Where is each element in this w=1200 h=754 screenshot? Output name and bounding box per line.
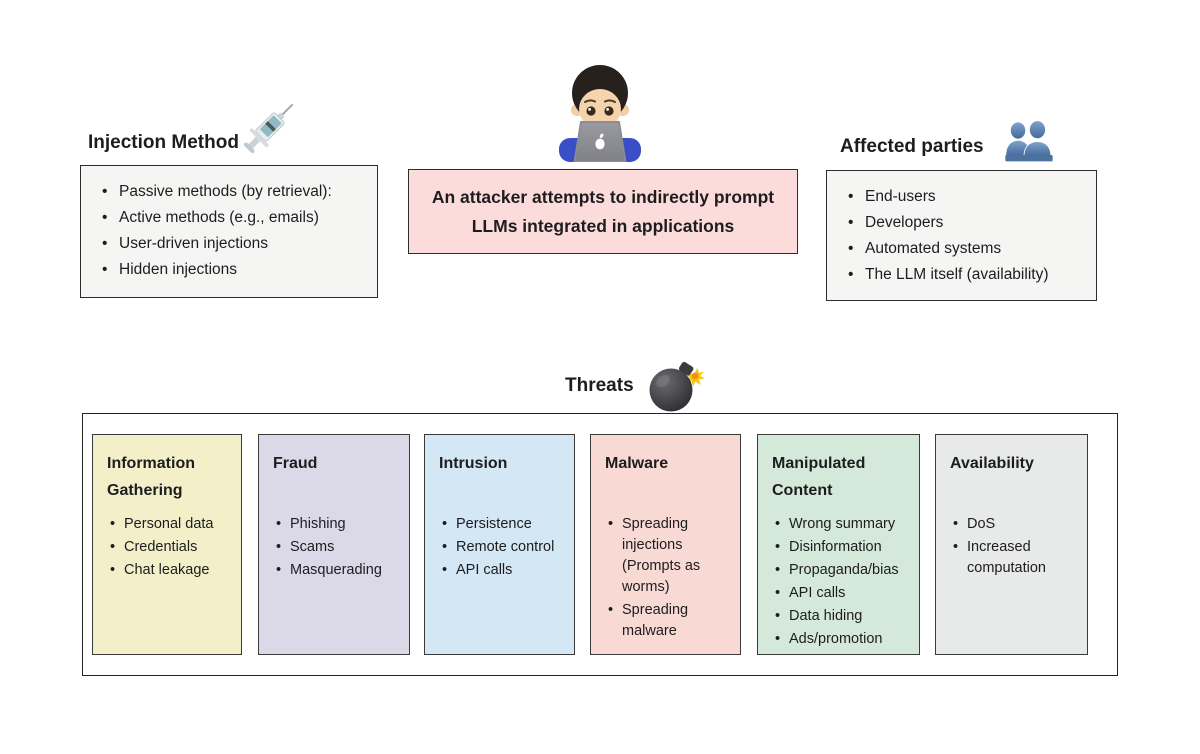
- threat-card-malware: [590, 434, 741, 655]
- threat-card-information-gathering: [92, 434, 242, 655]
- bullet-item: • Phishing: [273, 514, 397, 535]
- bullet-item: • Masquerading: [273, 560, 397, 581]
- card-list: [772, 514, 907, 650]
- card-list: [107, 514, 229, 581]
- syringe-icon: [236, 94, 304, 160]
- card-list: [273, 514, 397, 581]
- bullet-item: • API calls: [772, 583, 907, 604]
- bullet-item: • Propaganda/bias: [772, 560, 907, 581]
- card-title: Malware: [605, 455, 669, 472]
- bullet-item: • The LLM itself (availability): [847, 262, 1088, 288]
- bullet-item: • Chat leakage: [107, 560, 229, 581]
- card-title: Information Gathering: [107, 455, 195, 499]
- threat-card-availability: [935, 434, 1088, 655]
- bullet-item: • Hidden injections: [101, 257, 369, 283]
- bullet-item: • DoS: [950, 514, 1075, 535]
- threat-card-fraud: [258, 434, 410, 655]
- card-list: [950, 514, 1075, 579]
- card-title: Availability: [950, 455, 1034, 472]
- bullet-item: • Remote control: [439, 537, 562, 558]
- threats-title: Threats: [565, 375, 634, 396]
- bullet-item: • End-users: [847, 184, 1088, 210]
- card-title: Manipulated Content: [772, 455, 866, 499]
- bullet-item: • Credentials: [107, 537, 229, 558]
- busts-in-silhouette-icon: [1002, 119, 1056, 164]
- card-list: [605, 514, 728, 642]
- bullet-item: • User-driven injections: [101, 231, 369, 257]
- bullet-item: • Developers: [847, 210, 1088, 236]
- card-list: [439, 514, 562, 581]
- bullet-item: • Spreading malware: [605, 600, 728, 642]
- card-title: Fraud: [273, 455, 318, 472]
- bullet-item: • API calls: [439, 560, 562, 581]
- bullet-item: • Disinformation: [772, 537, 907, 558]
- card-title: Intrusion: [439, 455, 508, 472]
- bullet-item: • Scams: [273, 537, 397, 558]
- injection-method-list: [81, 166, 377, 283]
- bullet-item: • Spreading injections (Prompts as worms): [605, 514, 728, 598]
- bullet-item: • Persistence: [439, 514, 562, 535]
- bullet-item: • Ads/promotion: [772, 629, 907, 650]
- attacker-statement-line: An attacker attempts to indirectly prompt: [431, 186, 775, 207]
- threat-card-manipulated-content: [757, 434, 920, 655]
- attacker-statement-line: LLMs integrated in applications: [471, 215, 735, 236]
- bomb-icon: [645, 359, 705, 414]
- threat-card-intrusion: [424, 434, 575, 655]
- bullet-item: • Increased computation: [950, 537, 1075, 579]
- attacker-statement-box: [408, 169, 798, 254]
- man-technologist-icon: [546, 61, 654, 162]
- bullet-item: • Active methods (e.g., emails): [101, 205, 369, 231]
- affected-parties-title: Affected parties: [840, 136, 984, 157]
- affected-parties-list: [827, 171, 1096, 288]
- bullet-item: • Automated systems: [847, 236, 1088, 262]
- bullet-item: • Wrong summary: [772, 514, 907, 535]
- bullet-item: • Personal data: [107, 514, 229, 535]
- injection-method-panel: [80, 165, 378, 298]
- bullet-item: • Passive methods (by retrieval):: [101, 179, 369, 205]
- affected-parties-panel: [826, 170, 1097, 301]
- injection-method-title: Injection Method: [88, 132, 239, 153]
- bullet-item: • Data hiding: [772, 606, 907, 627]
